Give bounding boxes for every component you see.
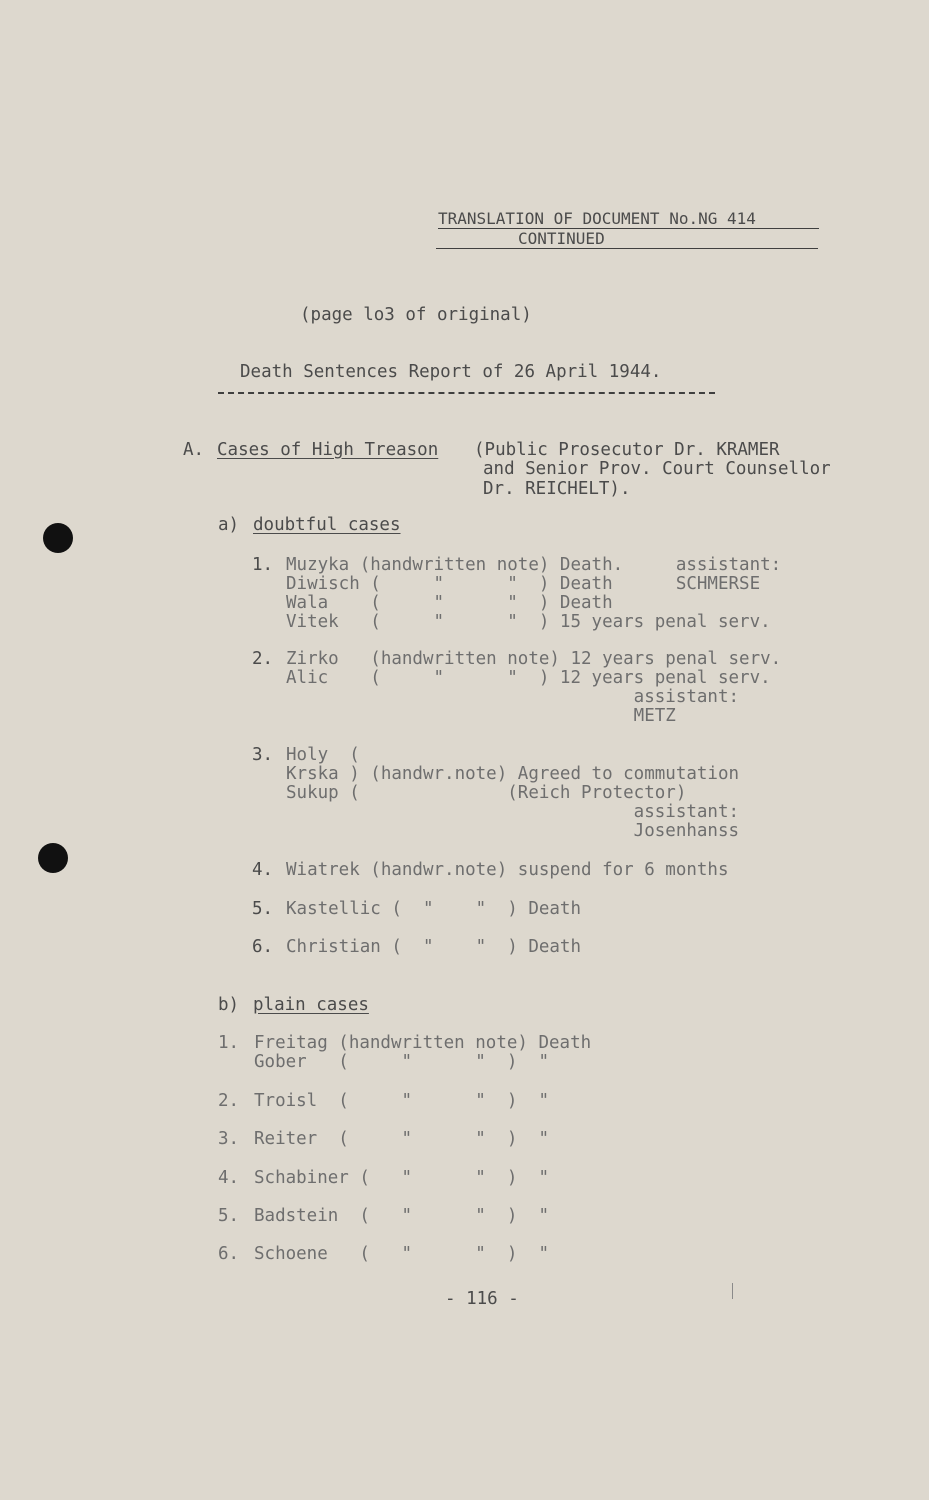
case-line: assistant: [286, 687, 740, 707]
doubtful-cases-label: a) [218, 515, 240, 535]
punch-hole-bottom [38, 843, 68, 873]
pencil-mark [732, 1283, 733, 1299]
case-line: Wala ( " " ) Death [286, 593, 613, 613]
page-number: - 116 - [445, 1289, 519, 1309]
doubtful-cases-heading: doubtful cases [253, 515, 401, 535]
case-number: 6. [252, 937, 274, 957]
report-title: Death Sentences Report of 26 April 1944. [240, 362, 662, 382]
case-line: Josenhanss [286, 821, 740, 841]
case-number: 2. [252, 649, 274, 669]
header-title-rule [438, 228, 819, 229]
case-line: Diwisch ( " " ) Death SCHMERSE [286, 574, 761, 594]
case-line: Zirko (handwritten note) 12 years penal serv. [286, 649, 782, 669]
plain-cases-label: b) [218, 995, 240, 1015]
case-line: Alic ( " " ) 12 years penal serv. [286, 668, 771, 688]
punch-hole-top [43, 523, 73, 553]
report-title-underline [218, 392, 715, 394]
case-number: 3. [252, 745, 274, 765]
case-line: assistant: [286, 802, 740, 822]
header-subtitle-rule [436, 248, 818, 249]
document-header-title: TRANSLATION OF DOCUMENT No.NG 414 [438, 209, 756, 228]
prosecutor-line-3: Dr. REICHELT). [483, 479, 631, 499]
case-number: 1. [218, 1033, 240, 1053]
prosecutor-line-1: (Public Prosecutor Dr. KRAMER [474, 440, 780, 460]
case-line: Freitag (handwritten note) Death [254, 1033, 592, 1053]
case-line: Wiatrek (handwr.note) suspend for 6 months [286, 860, 729, 880]
case-number: 5. [252, 899, 274, 919]
case-number: 2. [218, 1091, 240, 1111]
case-line: Vitek ( " " ) 15 years penal serv. [286, 612, 771, 632]
case-line: Badstein ( " " ) " [254, 1206, 550, 1226]
plain-cases-heading: plain cases [253, 995, 369, 1015]
case-number: 5. [218, 1206, 240, 1226]
case-line: Schabiner ( " " ) " [254, 1168, 550, 1188]
case-number: 1. [252, 555, 274, 575]
case-line: Troisl ( " " ) " [254, 1091, 550, 1111]
case-number: 4. [252, 860, 274, 880]
case-number: 3. [218, 1129, 240, 1149]
page-reference: (page lo3 of original) [300, 305, 532, 325]
prosecutor-line-2: and Senior Prov. Court Counsellor [483, 459, 831, 479]
case-line: Schoene ( " " ) " [254, 1244, 550, 1264]
case-line: Reiter ( " " ) " [254, 1129, 550, 1149]
case-number: 4. [218, 1168, 240, 1188]
document-header-subtitle: CONTINUED [518, 229, 605, 248]
case-line: Gober ( " " ) " [254, 1052, 550, 1072]
case-line: Holy ( [286, 745, 360, 765]
case-line: Christian ( " " ) Death [286, 937, 582, 957]
case-line: Krska ) (handwr.note) Agreed to commutation [286, 764, 740, 784]
case-line: METZ [286, 706, 676, 726]
section-a-title: Cases of High Treason [217, 440, 439, 460]
case-line: Kastellic ( " " ) Death [286, 899, 582, 919]
case-line: Muzyka (handwritten note) Death. assistant: [286, 555, 782, 575]
case-line: Sukup ( (Reich Protector) [286, 783, 687, 803]
section-a-label: A. [183, 440, 205, 460]
case-number: 6. [218, 1244, 240, 1264]
